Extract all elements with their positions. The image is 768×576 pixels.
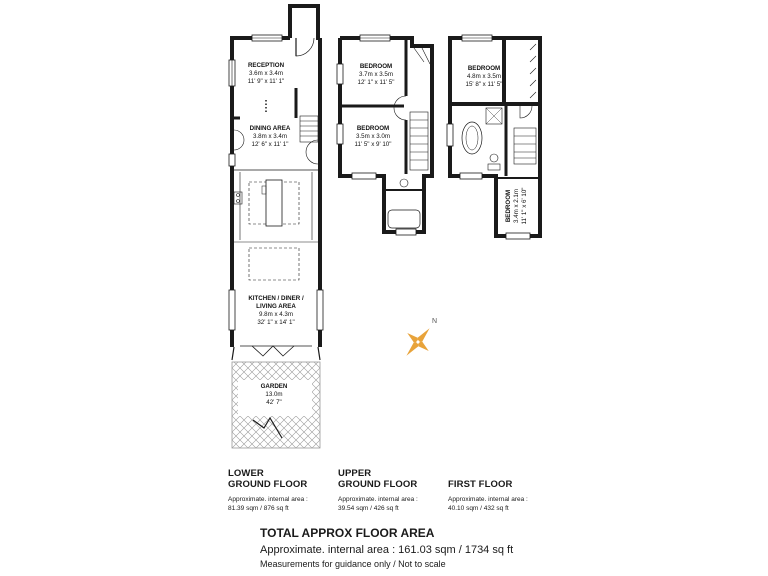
floor-area-value: 40.10 sqm / 432 sq ft	[448, 505, 509, 512]
floor-title-1: FIRST FLOOR	[448, 479, 513, 490]
dining-name: DINING AREA	[249, 125, 291, 132]
reception-name: RECEPTION	[247, 62, 285, 69]
floor-title-2: GROUND FLOOR	[338, 479, 418, 490]
kitchen-imperial: 32' 1" x 14' 1"	[257, 319, 295, 326]
upper-bedroom-1-metric: 3.7m x 3.5m	[358, 71, 394, 78]
floor-info-first	[448, 479, 528, 513]
floor-area-value: 81.39 sqm / 876 sq ft	[228, 505, 289, 512]
scale-note: Measurements for guidance only / Not to scale	[260, 559, 446, 569]
upper-bedroom-2-name: BEDROOM	[356, 125, 390, 132]
kitchen-metric: 9.8m x 4.3m	[258, 311, 294, 318]
floor-area-label: Approximate. internal area :	[338, 496, 418, 503]
kitchen-name-2: LIVING AREA	[256, 303, 296, 310]
dining-imperial: 12' 6" x 11' 1"	[251, 141, 289, 148]
floor-info-upper	[338, 468, 418, 513]
floor-title-2: GROUND FLOOR	[228, 479, 308, 490]
reception-imperial: 11' 9" x 11' 1"	[247, 78, 285, 85]
garden-name: GARDEN	[260, 383, 288, 390]
first-bedroom-2-imperial: 11' 1" x 6' 10"	[521, 187, 528, 225]
first-bedroom-2-name: BEDROOM	[505, 189, 512, 223]
total-heading: TOTAL APPROX FLOOR AREA	[260, 526, 435, 540]
first-bedroom-1-imperial: 15' 8" x 11' 5"	[465, 81, 503, 88]
floor-info-lower	[228, 468, 308, 513]
garden-metric: 13.0m	[265, 391, 283, 398]
upper-bedroom-2-metric: 3.5m x 3.0m	[355, 133, 391, 140]
upper-bedroom-2-imperial: 11' 5" x 9' 10"	[354, 141, 392, 148]
floor-area-value: 39.54 sqm / 426 sq ft	[338, 505, 399, 512]
floor-title-1: LOWER	[228, 468, 264, 479]
first-bedroom-1-name: BEDROOM	[467, 65, 501, 72]
first-bedroom-2-metric: 3.4m x 2.1m	[513, 188, 520, 224]
total-area-block	[260, 526, 513, 569]
garden-imperial: 42' 7"	[266, 399, 282, 406]
first-bedroom-1-metric: 4.8m x 3.5m	[466, 73, 502, 80]
floor-area-label: Approximate. internal area :	[228, 496, 308, 503]
floor-title-1: UPPER	[338, 468, 372, 479]
upper-bedroom-1-imperial: 12' 1" x 11' 5"	[357, 79, 395, 86]
compass-icon	[396, 319, 441, 365]
floor-area-label: Approximate. internal area :	[448, 496, 528, 503]
reception-metric: 3.6m x 3.4m	[248, 70, 284, 77]
dining-metric: 3.8m x 3.4m	[252, 133, 288, 140]
total-area: Approximate. internal area : 161.03 sqm / 1734 sq ft	[260, 544, 514, 556]
upper-bedroom-1-name: BEDROOM	[359, 63, 393, 70]
kitchen-name-1: KITCHEN / DINER /	[248, 295, 304, 302]
compass-north-label: N	[432, 318, 438, 325]
